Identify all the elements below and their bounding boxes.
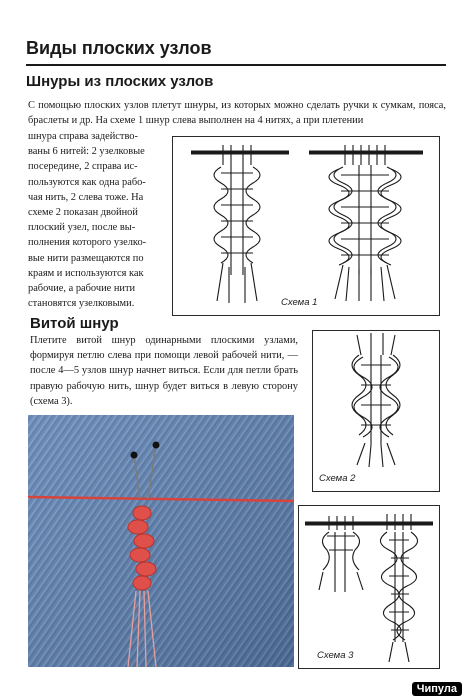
side-column-text [28,129,168,311]
scheme-3-caption: Схема 3 [317,650,354,661]
scheme-2-illustration [313,331,439,491]
col-line: пользуются как одна рабо- [28,176,146,188]
section-heading-flat-cords: Шнуры из плоских узлов [26,73,214,90]
scheme-1-caption: Схема 1 [281,297,318,308]
denim-photo-illustration [28,415,294,667]
col-line: полнения которого узелко- [28,237,147,249]
col-line: краям и используются как [28,267,144,279]
intro-paragraph: С помощью плоских узлов плетут шнуры, из которых можно сделать ручки к сумкам, пояса, браслеты и др. На схеме 1 шнур слева выполнен на 4 нитях, а при плетении [28,100,446,127]
scheme-3-box [298,505,440,669]
page-title: Виды плоских узлов [26,38,446,66]
col-line: становятся узелковыми. [28,298,135,310]
col-line: чая нить, 2 слева тоже. На [28,191,144,203]
section-heading-twisted-cord: Витой шнур [30,315,119,332]
col-line: вые нити размещаются по [28,252,144,264]
scheme-1-box [172,136,440,316]
scheme-2-box [312,330,440,492]
col-line: шнура справа задейство- [28,131,138,142]
scheme-1-illustration [173,137,439,315]
twisted-cord-photo [28,415,294,667]
twisted-cord-paragraph: Плетите витой шнур одинарными плоскими узлами, формируя петлю слева при помощи левой рабочей нити, — после 4—5 узлов шнур начнет виться. Если для петли брать правую рабочую нить, шнур будет виться в левую сторону (схема 3). [30,335,298,407]
watermark-badge: Чипула [412,682,462,696]
col-line: плоский узел, после вы- [28,222,136,234]
scheme-3-illustration [299,506,439,668]
col-line: ваны 6 нитей: 2 узелковые [28,146,145,158]
col-line: рабочие, а рабочие нити [28,283,136,295]
col-line: посередине, 2 справа ис- [28,161,138,173]
scheme-2-caption: Схема 2 [319,473,356,484]
col-line: схеме 2 показан двойной [28,207,138,219]
